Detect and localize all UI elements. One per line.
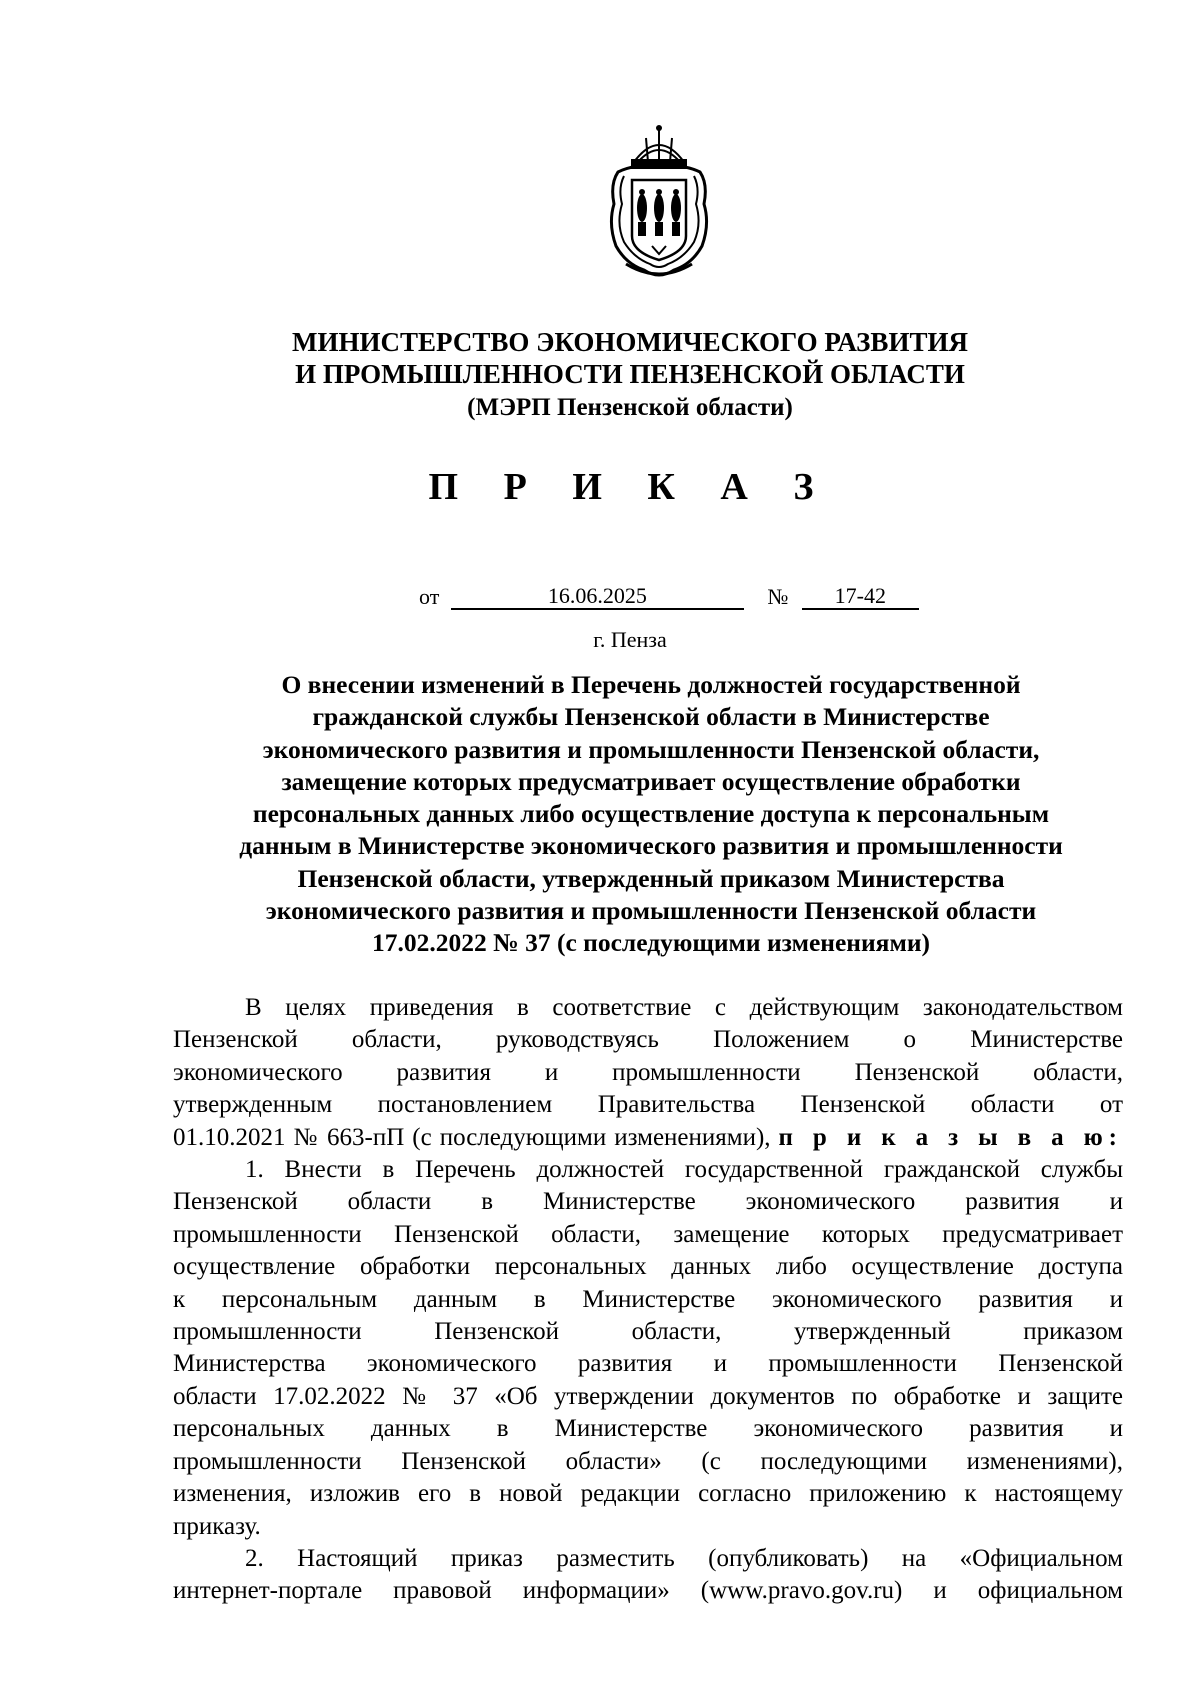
coat-of-arms-emblem xyxy=(604,124,714,284)
subject-line: Пензенской области, утвержденный приказом Министерства xyxy=(297,863,1005,893)
order-number: 17-42 xyxy=(802,584,919,610)
body-line: области 17.02.2022 № 37 «Об утверждении документов по обработке и защите xyxy=(173,1382,1123,1410)
body-line: интернет-портале правовой информации» (www.pravo.gov.ru) и официальном xyxy=(173,1577,1123,1605)
body-line: к персональным данным в Министерстве экономического развития и xyxy=(173,1285,1123,1313)
subject-line: О внесении изменений в Перечень должностей государственной xyxy=(281,670,1021,699)
subject-line: 17.02.2022 № 37 (с последующими изменениями) xyxy=(371,928,931,958)
subject-line: гражданской службы Пензенской области в Министерстве xyxy=(312,702,990,732)
organization-name-line1: МИНИСТЕРСТВО ЭКОНОМИЧЕСКОГО РАЗВИТИЯ xyxy=(292,327,968,357)
body-line: В целях приведения в соответствие с действующим законодательством xyxy=(245,994,1123,1021)
subject-line: данным в Министерстве экономического развития и промышленности xyxy=(239,831,1063,861)
subject-line: замещение которых предусматривает осуществление обработки xyxy=(281,766,1021,796)
date-number-line xyxy=(419,584,919,610)
order-subject xyxy=(190,669,1112,960)
organization-name-line2: И ПРОМЫШЛЕННОСТИ ПЕНЗЕНСКОЙ ОБЛАСТИ xyxy=(295,359,965,389)
body-line: 2. Настоящий приказ разместить (опубликовать) на «Официальном xyxy=(245,1544,1123,1572)
body-line: Пензенской области, руководствуясь Положением о Министерстве xyxy=(173,1026,1123,1054)
body-line: 1. Внести в Перечень должностей государственной гражданской службы xyxy=(245,1156,1123,1184)
body-line: утвержденным постановлением Правительства Пензенской области от xyxy=(173,1091,1123,1119)
body-line: промышленности Пензенской области, замещение которых предусматривает xyxy=(173,1220,1123,1248)
body-line: экономического развития и промышленности Пензенской области, xyxy=(173,1058,1123,1086)
body-line: промышленности Пензенской области» (с последующими изменениями), xyxy=(173,1447,1123,1475)
order-date: 16.06.2025 xyxy=(451,584,744,610)
body-line: осуществление обработки персональных данных либо осуществление доступа xyxy=(173,1253,1123,1281)
body-line: промышленности Пензенской области, утвержденный приказом xyxy=(173,1318,1123,1346)
body-line: изменения, изложив его в новой редакции согласно приложению к настоящему xyxy=(173,1480,1123,1508)
issue-city: г. Пенза xyxy=(593,627,667,652)
body-line: приказу. xyxy=(173,1512,261,1540)
number-label: № xyxy=(767,584,789,609)
organization-short-name: (МЭРП Пензенской области) xyxy=(467,394,793,421)
subject-line: экономического развития и промышленности Пензенской области xyxy=(265,896,1037,926)
body-line: персональных данных в Министерстве экономического развития и xyxy=(173,1415,1123,1443)
body-line xyxy=(173,1122,1123,1154)
body-line: Министерства экономического развития и промышленности Пензенской xyxy=(173,1350,1123,1378)
order-keyword: п р и к а з ы в а ю: xyxy=(778,1123,1123,1151)
body-line: Пензенской области в Министерстве экономического развития и xyxy=(173,1188,1123,1216)
body-line-text: 01.10.2021 № 663-пП (с последующими изменениями), xyxy=(173,1123,771,1151)
date-label: от xyxy=(419,584,440,609)
order-body xyxy=(173,992,1123,1608)
document-type-title: П Р И К А З xyxy=(428,466,832,508)
subject-line: персональных данных либо осуществление доступа к персональным xyxy=(252,799,1050,829)
subject-line: экономического развития и промышленности Пензенской области, xyxy=(262,734,1040,764)
